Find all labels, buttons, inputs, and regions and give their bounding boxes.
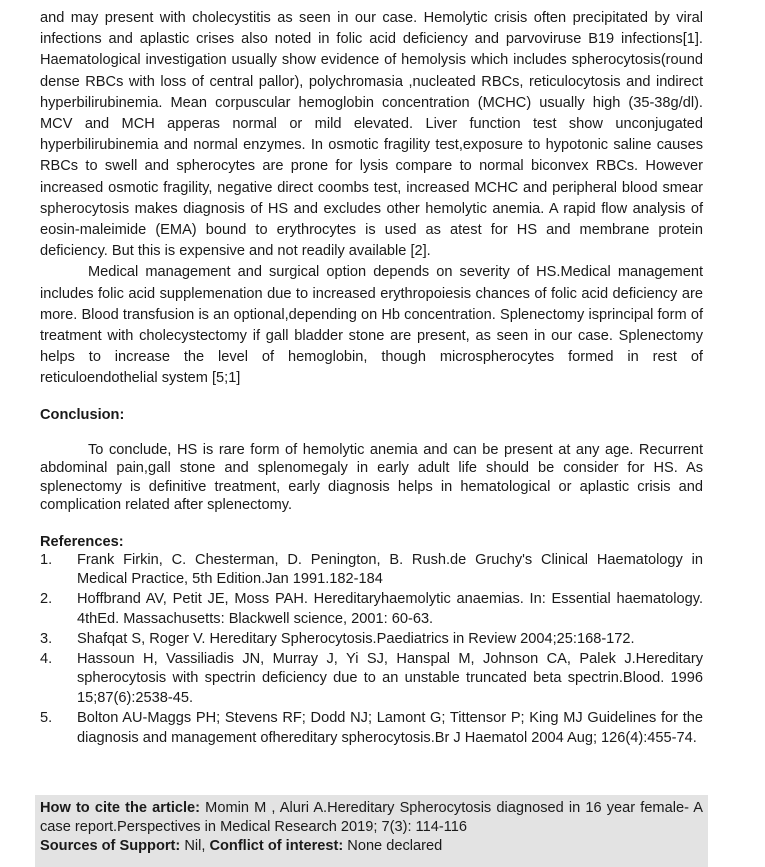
reference-text: Frank Firkin, C. Chesterman, D. Penington, B. Rush.de Gruchy's Clinical Haematology in Medical Practice, 5th Edition.Jan 1991.182-184 (77, 551, 703, 588)
support-label: Sources of Support: (40, 838, 181, 854)
citation-text: Momin M , Aluri A.Hereditary Spherocytosis diagnosed in 16 year female- A case report.Perspectives in Medical Research 2019; 7(3): 114-116 (40, 800, 703, 835)
reference-item (40, 590, 703, 630)
body-paragraph-2: Medical management and surgical option depends on severity of HS.Medical management includes folic acid supplemenation due to increased erythropoiesis chances of folic acid deficiency are more. Blood transfusion is an optional,depending on Hb concentration. Splenectomy isprincipal form of treatment with cholecystectomy if gall bladder stone are present, as seen in our case. Splenectomy helps to increase the level of hemoglobin, though microspherocytes formed in rest of reticuloendothelial system [5;1] (40, 264, 703, 387)
citation-box (35, 795, 708, 867)
conclusion-heading: Conclusion: (40, 406, 125, 423)
citation-line (40, 799, 703, 837)
references-heading: References: (40, 533, 124, 550)
support-line (40, 837, 703, 856)
reference-text: Hassoun H, Vassiliadis JN, Murray J, Yi SJ, Hanspal M, Johnson CA, Palek J.Hereditary spherocytosis with spectrin deficiency due to an unstable truncated beta spectrin.Blood. 1996 15;87(6):2538-45. (77, 650, 703, 707)
conclusion-paragraph: To conclude, HS is rare form of hemolytic anemia and can be present at any age. Recurrent abdominal pain,gall stone and splenomegaly in early adult life should be consider for HS. As splenectomy is definitive treatment, early diagnosis helps in hematological or aplastic crisis and complication related after splenectomy. (40, 441, 703, 514)
reference-text: Shafqat S, Roger V. Hereditary Spherocytosis.Paediatrics in Review 2004;25:168-172. (77, 630, 635, 647)
citation-label: How to cite the article: (40, 800, 201, 816)
article-body (40, 8, 703, 749)
reference-text: Bolton AU-Maggs PH; Stevens RF; Dodd NJ; Lamont G; Tittensor P; King MJ Guidelines for the diagnosis and management ofhereditary spherocytosis.Br J Haematol 2004 Aug; 126(4):455-74. (77, 710, 703, 746)
reference-item (40, 650, 703, 709)
support-text: Nil, (180, 838, 210, 854)
reference-item (40, 709, 703, 749)
references-list (40, 551, 703, 749)
reference-number: 4. (40, 650, 53, 667)
reference-item (40, 551, 703, 591)
reference-number: 3. (40, 630, 53, 647)
reference-number: 1. (40, 551, 53, 568)
reference-number: 5. (40, 710, 53, 727)
conflict-label: Conflict of interest: (209, 838, 344, 854)
reference-number: 2. (40, 591, 53, 608)
body-paragraph-1: and may present with cholecystitis as seen in our case. Hemolytic crisis often precipitated by viral infections and aplastic crises also noted in folic acid deficiency and parvoviruse B19 infections[1]. Haematological investigation usually show evidence of hemolysis which includes spherocytosis(round dense RBCs with loss of central pallor), polychromasia ,nucleated RBCs, reticulocytosis and indirect hyperbilirubinemia. Mean corpuscular hemoglobin concentration (MCHC) usually high (35-38g/dl). MCV and MCH apperas normal or mild elevated. Liver function test show unconjugated hyperbilirubinemia and normal enzymes. In osmotic fragility test,exposure to hypotonic saline causes RBCs to swell and spherocytes are prone for lysis compare to normal biconvex RBCs. However increased osmotic fragility, negative direct coombs test, increased MCHC and peripheral blood smear spherocytosis makes diagnosis of HS and excludes other hemolytic anemia. A rapid flow analysis of eosin-maleimide (EMA) bound to erythrocytes is used as atest for HS and membrane protein deficiency. But this is expensive and not readily available [2]. (40, 10, 703, 260)
conflict-text: None declared (343, 838, 443, 854)
reference-item (40, 630, 703, 650)
reference-text: Hoffbrand AV, Petit JE, Moss PAH. Hereditaryhaemolytic anaemias. In: Essential haematology. 4thEd. Massachusetts: Blackwell science, 2001: 60-63. (77, 591, 703, 628)
